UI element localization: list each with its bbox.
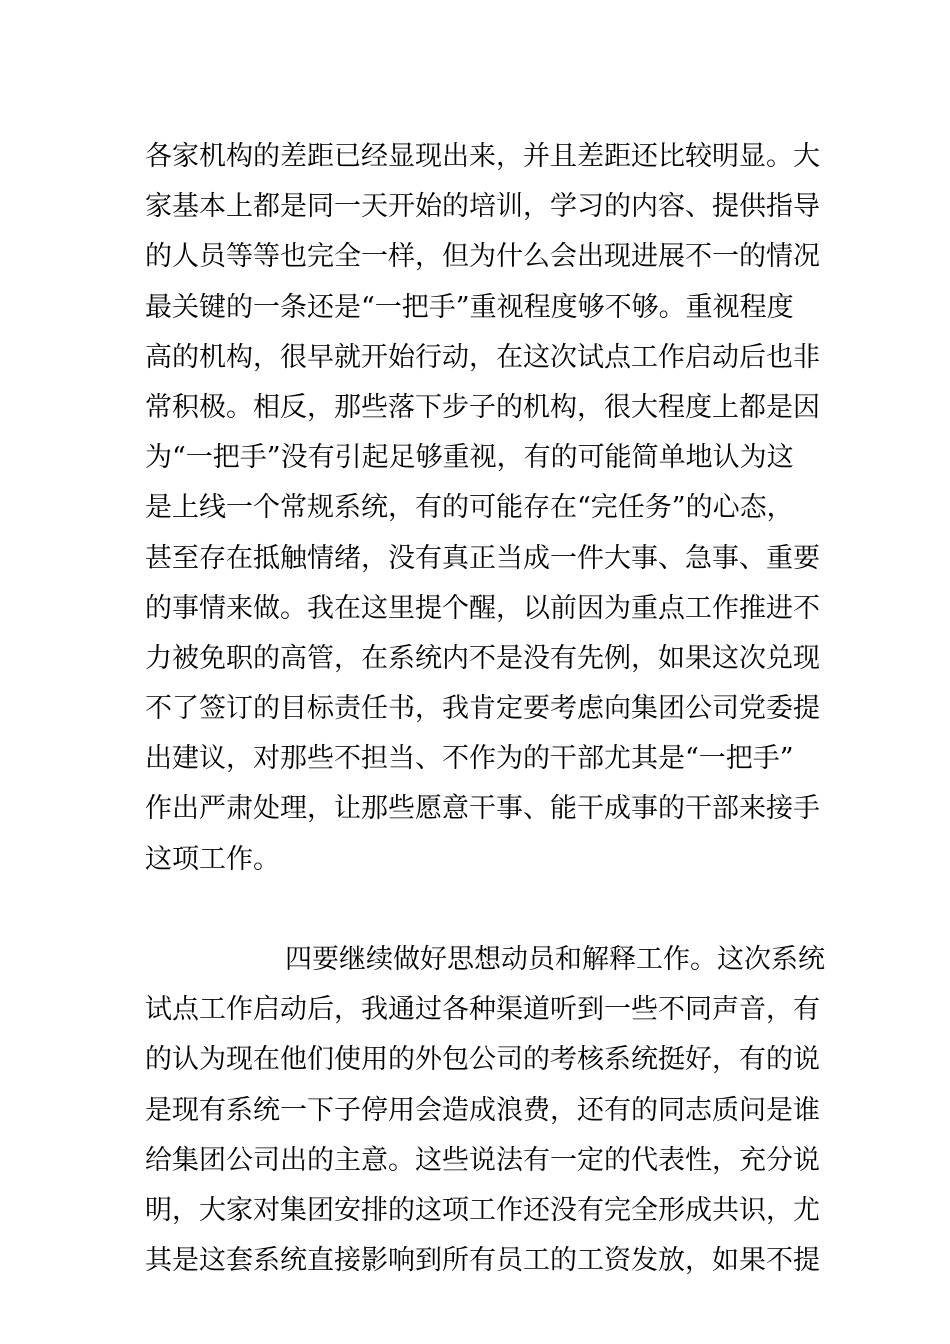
text-line: 甚至存在抵触情绪，没有真正当成一件大事、急事、重要	[145, 542, 820, 574]
text-line: 的人员等等也完全一样，但为什么会出现进展不一的情况	[145, 241, 820, 273]
document-body	[145, 132, 825, 1286]
text-line: 力被免职的高管，在系统内不是没有先例，如果这次兑现	[145, 642, 820, 674]
text-line: 的事情来做。我在这里提个醒，以前因为重点工作推进不	[145, 592, 820, 624]
text-line: 明，大家对集团安排的这项工作还没有完全形成共识，尤	[145, 1194, 820, 1226]
text-line: 最关键的一条还是“一把手”重视程度够不够。重视程度	[145, 291, 794, 323]
paragraph-first-line: 四要继续做好思想动员和解释工作。这次系统	[285, 944, 825, 975]
text-line: 是上线一个常规系统，有的可能存在“完任务”的心态，	[145, 492, 794, 524]
paragraph-gap	[145, 885, 815, 935]
text-line: 为“一把手”没有引起足够重视，有的可能简单地认为这	[145, 442, 794, 474]
text-line: 试点工作启动后，我通过各种渠道听到一些不同声音，有	[145, 994, 820, 1026]
text-line: 给集团公司出的主意。这些说法有一定的代表性，充分说	[145, 1144, 820, 1176]
text-line: 家基本上都是同一天开始的培训，学习的内容、提供指导	[145, 191, 820, 223]
text-line: 其是这套系统直接影响到所有员工的工资发放，如果不提	[145, 1245, 820, 1277]
text-line: 各家机构的差距已经显现出来，并且差距还比较明显。大	[145, 141, 820, 172]
text-line: 高的机构，很早就开始行动，在这次试点工作启动后也非	[145, 341, 820, 373]
text-line: 常积极。相反，那些落下步子的机构，很大程度上都是因	[145, 391, 820, 423]
text-line: 作出严肃处理，让那些愿意干事、能干成事的干部来接手	[145, 793, 820, 825]
text-line: 出建议，对那些不担当、不作为的干部尤其是“一把手”	[145, 743, 794, 775]
text-line: 这项工作。	[145, 843, 280, 875]
text-line: 是现有系统一下子停用会造成浪费，还有的同志质问是谁	[145, 1094, 820, 1126]
text-line: 不了签订的目标责任书，我肯定要考虑向集团公司党委提	[145, 693, 820, 725]
text-line: 的认为现在他们使用的外包公司的考核系统挺好，有的说	[145, 1044, 820, 1076]
